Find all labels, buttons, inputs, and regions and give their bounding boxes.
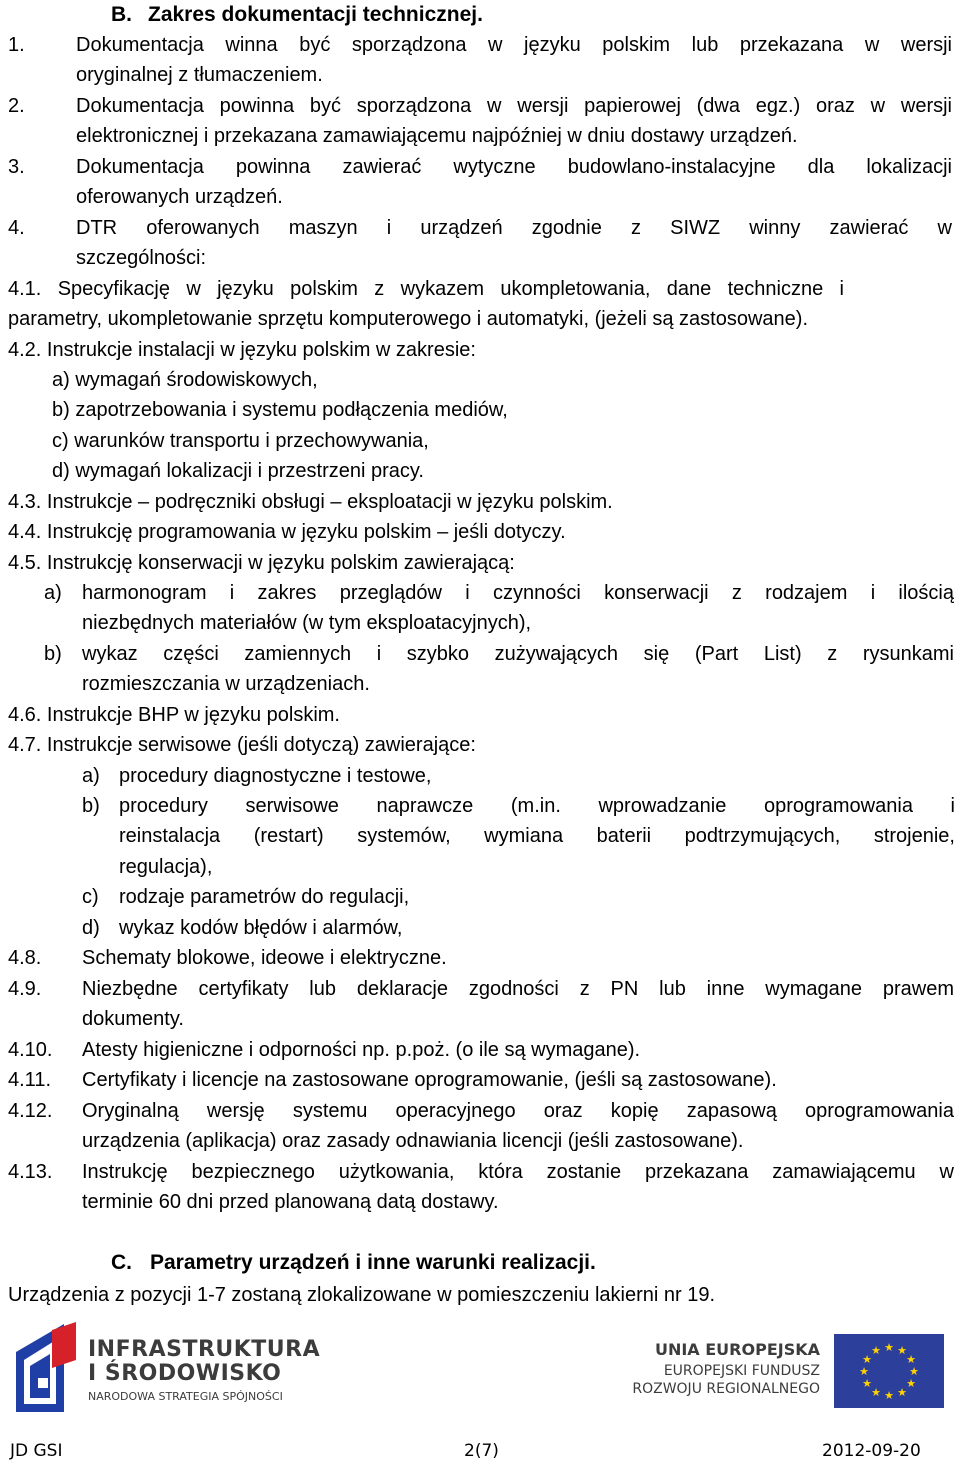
sub-item-4-2-d: d) wymagań lokalizacji i przestrzeni pracy. bbox=[52, 460, 424, 482]
svg-text:★: ★ bbox=[884, 1341, 894, 1354]
sub-item-4-3: 4.3. Instrukcje – podręczniki obsługi – eksploatacji w języku polskim. bbox=[8, 491, 613, 513]
logo-left-line2: I ŚRODOWISKO bbox=[88, 1361, 282, 1386]
numbered-text-cont: terminie 60 dni przed planowaną datą dostawy. bbox=[82, 1191, 499, 1213]
numbered-marker: 4.11. bbox=[8, 1069, 51, 1091]
sub-item-4-1-cont: parametry, ukompletowanie sprzętu komputerowego i automatyki, (jeżeli są zastosowane). bbox=[8, 308, 808, 330]
page-number: 2(7) bbox=[464, 1441, 499, 1461]
footer-left: JD GSI bbox=[10, 1441, 63, 1461]
letter-marker: b) bbox=[82, 795, 100, 817]
svg-text:★: ★ bbox=[859, 1365, 869, 1378]
sub-item-4-4: 4.4. Instrukcję programowania w języku polskim – jeśli dotyczy. bbox=[8, 521, 566, 543]
item-number: 2. bbox=[8, 95, 25, 117]
eu-flag-icon bbox=[834, 1334, 944, 1408]
sub-item-4-2-c: c) warunków transportu i przechowywania, bbox=[52, 430, 429, 452]
numbered-text-cont: urządzenia (aplikacja) oraz zasady odnawiania licencji (jeśli zastosowane). bbox=[82, 1130, 744, 1152]
item-text: Dokumentacja powinna zawierać wytyczne budowlano-instalacyjne dla lokalizacji bbox=[76, 156, 952, 178]
svg-text:★: ★ bbox=[871, 1386, 881, 1399]
item-number: 3. bbox=[8, 156, 25, 178]
numbered-text: Atesty higieniczne i odporności np. p.poż. (o ile są wymagane). bbox=[82, 1039, 641, 1061]
svg-text:★: ★ bbox=[897, 1386, 907, 1399]
item-text: szczególności: bbox=[76, 247, 207, 269]
svg-text:★: ★ bbox=[884, 1389, 894, 1402]
sub-item-4-2-a: a) wymagań środowiskowych, bbox=[52, 369, 318, 391]
logo-left-line1: INFRASTRUKTURA bbox=[88, 1337, 321, 1362]
item-text: Dokumentacja winna być sporządzona w języku polskim lub przekazana w wersji bbox=[76, 34, 952, 56]
sub-item-4-7-a: procedury diagnostyczne i testowe, bbox=[119, 765, 432, 787]
section-c-marker: C. bbox=[111, 1251, 132, 1274]
letter-marker: d) bbox=[82, 917, 100, 939]
sub-item-4-6: 4.6. Instrukcje BHP w języku polskim. bbox=[8, 704, 340, 726]
svg-text:★: ★ bbox=[906, 1377, 916, 1390]
sub-item-4-7-b-cont: reinstalacja (restart) systemów, wymiana baterii podtrzymujących, strojenie, bbox=[119, 825, 955, 847]
numbered-text-cont: dokumenty. bbox=[82, 1008, 184, 1030]
logo-right-line2: EUROPEJSKI FUNDUSZ bbox=[663, 1363, 820, 1379]
section-b-marker: B. bbox=[111, 3, 132, 26]
footer-date: 2012-09-20 bbox=[822, 1441, 921, 1461]
svg-text:★: ★ bbox=[909, 1365, 919, 1378]
numbered-marker: 4.12. bbox=[8, 1100, 53, 1122]
letter-marker: c) bbox=[82, 886, 99, 908]
numbered-text: Instrukcję bezpiecznego użytkowania, która zostanie przekazana zamawiającemu w bbox=[82, 1161, 954, 1183]
logo-right-line3: ROZWOJU REGIONALNEGO bbox=[632, 1381, 820, 1397]
eu-logo bbox=[618, 1332, 948, 1410]
item-text: oryginalnej z tłumaczeniem. bbox=[76, 64, 323, 86]
numbered-text: Oryginalną wersję systemu operacyjnego oraz kopię zapasową oprogramowania bbox=[82, 1100, 954, 1122]
sub-item-4-7-title: 4.7. Instrukcje serwisowe (jeśli dotyczą) zawierające: bbox=[8, 734, 476, 756]
svg-text:★: ★ bbox=[862, 1377, 872, 1390]
item-text: elektronicznej i przekazana zamawiającemu najpóźniej w dniu dostawy urządzeń. bbox=[76, 125, 798, 147]
svg-text:★: ★ bbox=[862, 1353, 872, 1366]
svg-text:★: ★ bbox=[897, 1344, 907, 1357]
section-b-title: Zakres dokumentacji technicznej. bbox=[148, 3, 483, 26]
sub-item-4-7-b-cont: regulacja), bbox=[119, 856, 213, 878]
numbered-marker: 4.9. bbox=[8, 978, 42, 1000]
numbered-text: Schematy blokowe, ideowe i elektryczne. bbox=[82, 947, 447, 969]
section-c-title: Parametry urządzeń i inne warunki realizacji. bbox=[150, 1251, 596, 1274]
numbered-marker: 4.10. bbox=[8, 1039, 53, 1061]
item-text: DTR oferowanych maszyn i urządzeń zgodnie z SIWZ winny zawierać w bbox=[76, 217, 952, 239]
letter-marker: b) bbox=[44, 643, 62, 665]
item-text: Dokumentacja powinna być sporządzona w wersji papierowej (dwa egz.) oraz w wersji bbox=[76, 95, 952, 117]
infrastruktura-logo bbox=[14, 1320, 334, 1420]
logo-left-line3: NARODOWA STRATEGIA SPÓJNOŚCI bbox=[88, 1390, 283, 1403]
numbered-text: Certyfikaty i licencje na zastosowane oprogramowanie, (jeśli są zastosowane). bbox=[82, 1069, 777, 1091]
sub-item-4-5-title: 4.5. Instrukcję konserwacji w języku polskim zawierającą: bbox=[8, 552, 515, 574]
item-number: 1. bbox=[8, 34, 25, 56]
letter-marker: a) bbox=[82, 765, 100, 787]
sub-item-4-5-a: harmonogram i zakres przeglądów i czynności konserwacji z rodzajem i ilością bbox=[82, 582, 954, 604]
sub-item-4-2-b: b) zapotrzebowania i systemu podłączenia mediów, bbox=[52, 399, 508, 421]
item-text: oferowanych urządzeń. bbox=[76, 186, 283, 208]
letter-marker: a) bbox=[44, 582, 62, 604]
item-number: 4. bbox=[8, 217, 25, 239]
sub-item-4-5-b-cont: rozmieszczania w urządzeniach. bbox=[82, 673, 370, 695]
logo-right-line1: UNIA EUROPEJSKA bbox=[654, 1340, 820, 1359]
sub-item-4-7-c: rodzaje parametrów do regulacji, bbox=[119, 886, 410, 908]
sub-item-4-5-a-cont: niezbędnych materiałów (w tym eksploatacyjnych), bbox=[82, 612, 532, 634]
numbered-text: Niezbędne certyfikaty lub deklaracje zgodności z PN lub inne wymagane prawem bbox=[82, 978, 954, 1000]
sub-item-4-1: 4.1. Specyfikację w języku polskim z wykazem ukompletowania, dane techniczne i bbox=[8, 278, 844, 300]
numbered-marker: 4.13. bbox=[8, 1161, 53, 1183]
svg-text:★: ★ bbox=[906, 1353, 916, 1366]
svg-text:★: ★ bbox=[871, 1344, 881, 1357]
sub-item-4-7-b: procedury serwisowe naprawcze (m.in. wprowadzanie oprogramowania i bbox=[119, 795, 955, 817]
section-c-text: Urządzenia z pozycji 1-7 zostaną zlokalizowane w pomieszczeniu lakierni nr 19. bbox=[8, 1284, 716, 1306]
numbered-marker: 4.8. bbox=[8, 947, 42, 969]
sub-item-4-2-title: 4.2. Instrukcje instalacji w języku polskim w zakresie: bbox=[8, 339, 476, 361]
sub-item-4-5-b: wykaz części zamiennych i szybko zużywających się (Part List) z rysunkami bbox=[82, 643, 954, 665]
nss-emblem-icon bbox=[14, 1322, 78, 1414]
sub-item-4-7-d: wykaz kodów błędów i alarmów, bbox=[119, 917, 403, 939]
